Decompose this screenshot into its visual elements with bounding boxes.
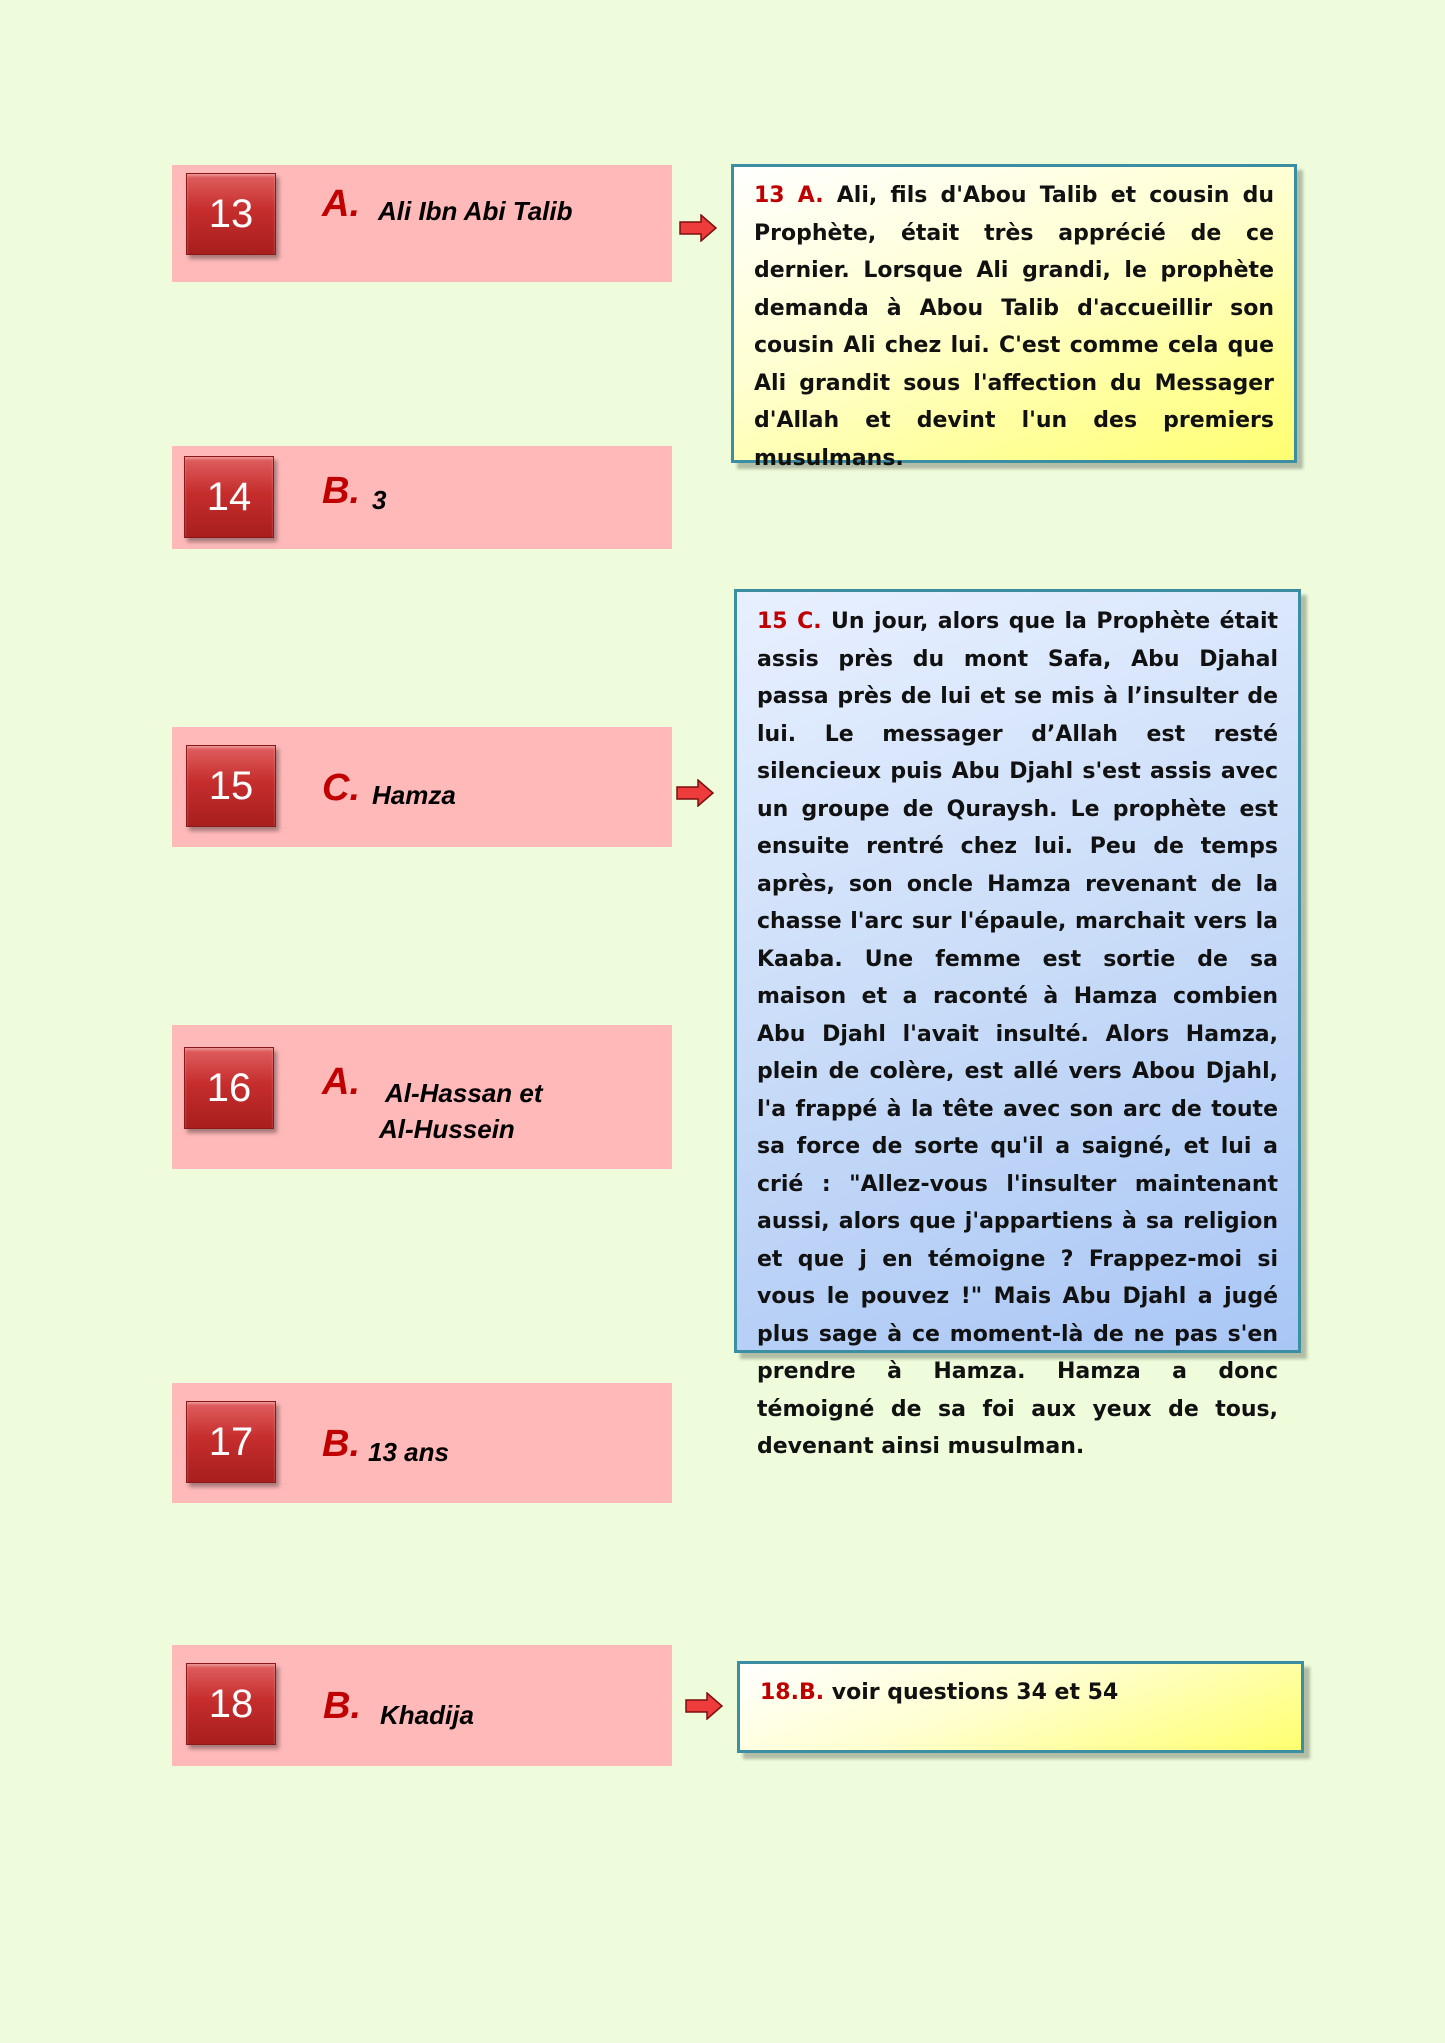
explanation-ref: 15 C. bbox=[757, 609, 832, 634]
answer-row-16 bbox=[172, 1025, 672, 1169]
answer-text: Hamza bbox=[372, 780, 456, 810]
explanation-text: voir questions 34 et 54 bbox=[831, 1680, 1119, 1705]
answer-letter: B. bbox=[322, 1423, 360, 1465]
answer-letter: C. bbox=[322, 767, 360, 809]
answer-text: Khadija bbox=[380, 1700, 474, 1730]
question-number-badge: 16 bbox=[184, 1047, 274, 1129]
question-number-badge: 15 bbox=[186, 745, 276, 827]
answer-letter: B. bbox=[323, 1685, 361, 1727]
explanation-box-18 bbox=[737, 1661, 1304, 1753]
explanation-text: Un jour, alors que la Prophète était assis près du mont Safa, Abu Djahal passa près de lui et se mis à l’insulter de lui. Le messager d’Allah est resté silencieux puis Abu Djahl s'est assis avec un groupe de Quraysh. Le prophète est ensuite rentré chez lui. Peu de temps après, son oncle Hamza revenant de la chasse l'arc sur l'épaule, marchait vers la Kaaba. Une femme est sortie de sa maison et a raconté à Hamza combien Abu Djahl l'avait insulté. Alors Hamza, plein de colère, est allé vers Abou Djahl, l'a frappé à la tête avec son arc de toute sa force de sorte qu'il a saigné, et lui a crié : "Allez-vous l'insulter maintenant aussi, alors que j'appartiens à sa religion et que j en témoigne ? Frappez-moi si vous le pouvez !" Mais Abu Djahl a jugé plus sage à ce moment-là de ne pas s'en prendre à Hamza. Hamza a donc témoigné de sa foi aux yeux de tous, devenant ainsi musulman. bbox=[757, 609, 1278, 1459]
answer-letter: B. bbox=[322, 470, 360, 512]
answer-letter: A. bbox=[322, 1061, 360, 1103]
answer-text-line-2: Al-Hussein bbox=[379, 1114, 515, 1144]
answer-row-17 bbox=[172, 1383, 672, 1503]
question-number-badge: 14 bbox=[184, 456, 274, 538]
question-number-badge: 17 bbox=[186, 1401, 276, 1483]
answer-row-18 bbox=[172, 1645, 672, 1766]
question-number-badge: 13 bbox=[186, 173, 276, 255]
explanation-text: Ali, fils d'Abou Talib et cousin du Prophète, était très apprécié de ce dernier. Lorsque Ali grandi, le prophète demanda à Abou Talib d'accueillir son cousin Ali chez lui. C'est comme cela que Ali grandit sous l'affection du Messager d'Allah et devint l'un des premiers musulmans. bbox=[754, 183, 1274, 471]
answer-text: 13 ans bbox=[368, 1437, 449, 1467]
arrow-right-icon bbox=[676, 779, 714, 807]
explanation-ref: 18.B. bbox=[760, 1680, 832, 1705]
explanation-ref: 13 A. bbox=[754, 183, 837, 208]
question-number-badge: 18 bbox=[186, 1663, 276, 1745]
answer-letter: A. bbox=[322, 183, 360, 225]
answer-text: Ali Ibn Abi Talib bbox=[378, 196, 573, 226]
explanation-box-15 bbox=[734, 589, 1301, 1459]
answer-text-line-1: Al-Hassan et bbox=[385, 1078, 543, 1108]
arrow-right-icon bbox=[685, 1692, 723, 1720]
answer-row-14 bbox=[172, 446, 672, 549]
arrow-right-icon bbox=[679, 214, 717, 242]
answer-text: 3 bbox=[372, 485, 387, 515]
answer-row-13 bbox=[172, 165, 672, 282]
answer-row-15 bbox=[172, 727, 672, 847]
explanation-box-13 bbox=[731, 164, 1297, 471]
